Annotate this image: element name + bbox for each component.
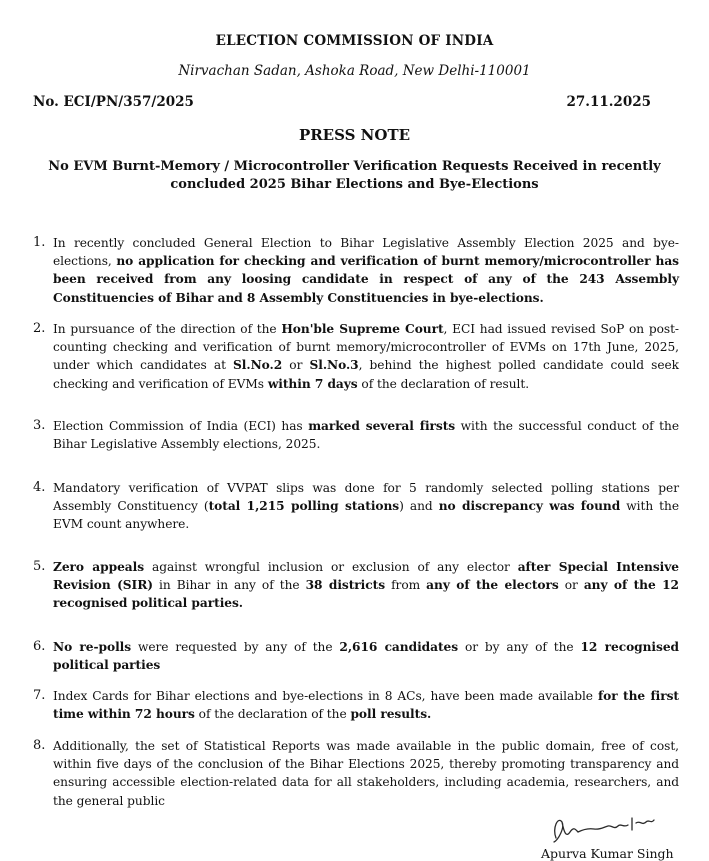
issue-date: 27.11.2025 (566, 94, 651, 110)
point-text-bold-segment: 12 recognised political parties (53, 640, 679, 673)
point-number: 4. (33, 480, 46, 495)
press-note-headline: No EVM Burnt-Memory / Microcontroller Verification Requests Received in recently concluded 2025 Bihar Elections and Bye-Elections (48, 159, 661, 192)
point-text-bold-segment: Hon'ble Supreme Court (281, 322, 444, 336)
point-item (33, 320, 679, 393)
point-text-segment: Index Cards for Bihar elections and bye-elections in 8 ACs, have been made available (53, 689, 598, 703)
point-text-segment: or (458, 640, 485, 654)
point-text (53, 737, 679, 810)
point-text-segment: or (282, 358, 310, 373)
point-item (33, 638, 679, 674)
point-text-segment: were requested by any of the (131, 640, 340, 654)
point-text-segment: or (558, 578, 584, 593)
point-text (53, 320, 679, 393)
point-number: 3. (33, 418, 46, 433)
reference-number: No. ECI/PN/357/2025 (33, 94, 194, 110)
point-text-bold-segment: no application for checking and verification of burnt memory/microcontroller has been received from any loosing candidate in respect of any of the 243 Assembly Constituencies of Bihar and 8 Assembly Constituencies in bye-elections. (53, 254, 679, 305)
point-text-segment: of the declaration of the (194, 707, 351, 722)
point-text-bold-segment: 2,616 candidates (339, 640, 459, 654)
point-text-bold-segment: 38 districts (305, 578, 386, 593)
handwritten-signature (548, 808, 663, 850)
point-text-segment: Mandatory verification of VVPAT slips was done for 5 randomly selected polling stations per Assembly Constituency ( (53, 481, 679, 514)
point-item (33, 558, 679, 613)
point-item (33, 737, 679, 810)
point-text-segment: from (385, 578, 427, 593)
point-text-segment: against wrongful inclusion or exclusion of any elector (144, 560, 518, 574)
point-text-bold-segment: Sl.No.3 (309, 358, 359, 373)
point-text-bold-segment: marked several firsts (308, 419, 456, 433)
point-item (33, 234, 679, 307)
point-number: 1. (33, 235, 46, 250)
document-type: PRESS NOTE (298, 126, 411, 144)
point-text (53, 417, 679, 453)
organization-address: Nirvachan Sadan, Ashoka Road, New Delhi-110001 (178, 63, 531, 79)
point-text-segment: , behind the highest polled candidate could seek checking and verification of EVMs (53, 358, 679, 391)
point-number: 6. (33, 639, 46, 654)
point-text-segment: ) and (399, 499, 439, 514)
point-number: 7. (33, 688, 46, 703)
point-number: 2. (33, 321, 46, 336)
point-text (53, 638, 679, 674)
point-text-bold-segment: any of the electors (426, 578, 559, 593)
point-text-bold-segment: no discrepancy was found (438, 499, 621, 514)
point-text-segment: Election Commission of India (ECI) has (53, 419, 309, 433)
organization-title: ELECTION COMMISSION OF INDIA (215, 33, 494, 49)
point-text-bold-segment: No re-polls (53, 640, 132, 654)
point-text-segment: of the declaration of result. (357, 376, 530, 391)
signatory-name: Apurva Kumar Singh (541, 846, 674, 861)
point-text-segment: , ECI had issued revised SoP on post-counting checking and verification of burnt memory/microcontroller of EVMs on 17th June, 2025, under which candidates at (53, 322, 680, 373)
point-text-bold-segment: Zero appeals (53, 560, 145, 574)
point-text-bold-segment: for the first time within 72 hours (53, 689, 679, 722)
point-number: 8. (33, 738, 46, 753)
point-text-segment: with the EVM count anywhere. (53, 499, 679, 532)
point-item (33, 479, 679, 534)
point-text (53, 558, 679, 613)
point-text-bold-segment: total 1,215 polling stations (208, 499, 400, 514)
point-text-segment: in Bihar in any of the (153, 578, 306, 593)
point-text-segment: by any of the (484, 640, 581, 654)
point-text-bold-segment: after Special Intensive Revision (SIR) (53, 560, 679, 593)
point-text (53, 479, 679, 534)
point-text (53, 234, 679, 307)
point-text-segment: Additionally, the set of Statistical Reports was made available in the public domain, free of cost, within five days of the conclusion of the Bihar Elections 2025, thereby promoting transparency and ensuring accessible election-related data for all stakeholders, including academia, researchers, and the general public (53, 739, 679, 808)
point-text-segment: with the successful conduct of the Bihar Legislative Assembly elections, 2025. (53, 419, 679, 452)
point-text-bold-segment: Sl.No.2 (233, 358, 283, 373)
point-item (33, 417, 679, 453)
point-text-segment: In recently concluded General Election to Bihar Legislative Assembly Election 2025 and bye-elections, (53, 236, 679, 269)
point-text-segment: In pursuance of the direction of the (53, 322, 282, 336)
point-number: 5. (33, 559, 46, 574)
point-text-bold-segment: within 7 days (267, 376, 358, 391)
point-item (33, 687, 679, 723)
point-text-bold-segment: any of the 12 recognised political parties. (53, 578, 679, 611)
point-text-bold-segment: poll results. (350, 707, 432, 722)
point-text (53, 687, 679, 723)
